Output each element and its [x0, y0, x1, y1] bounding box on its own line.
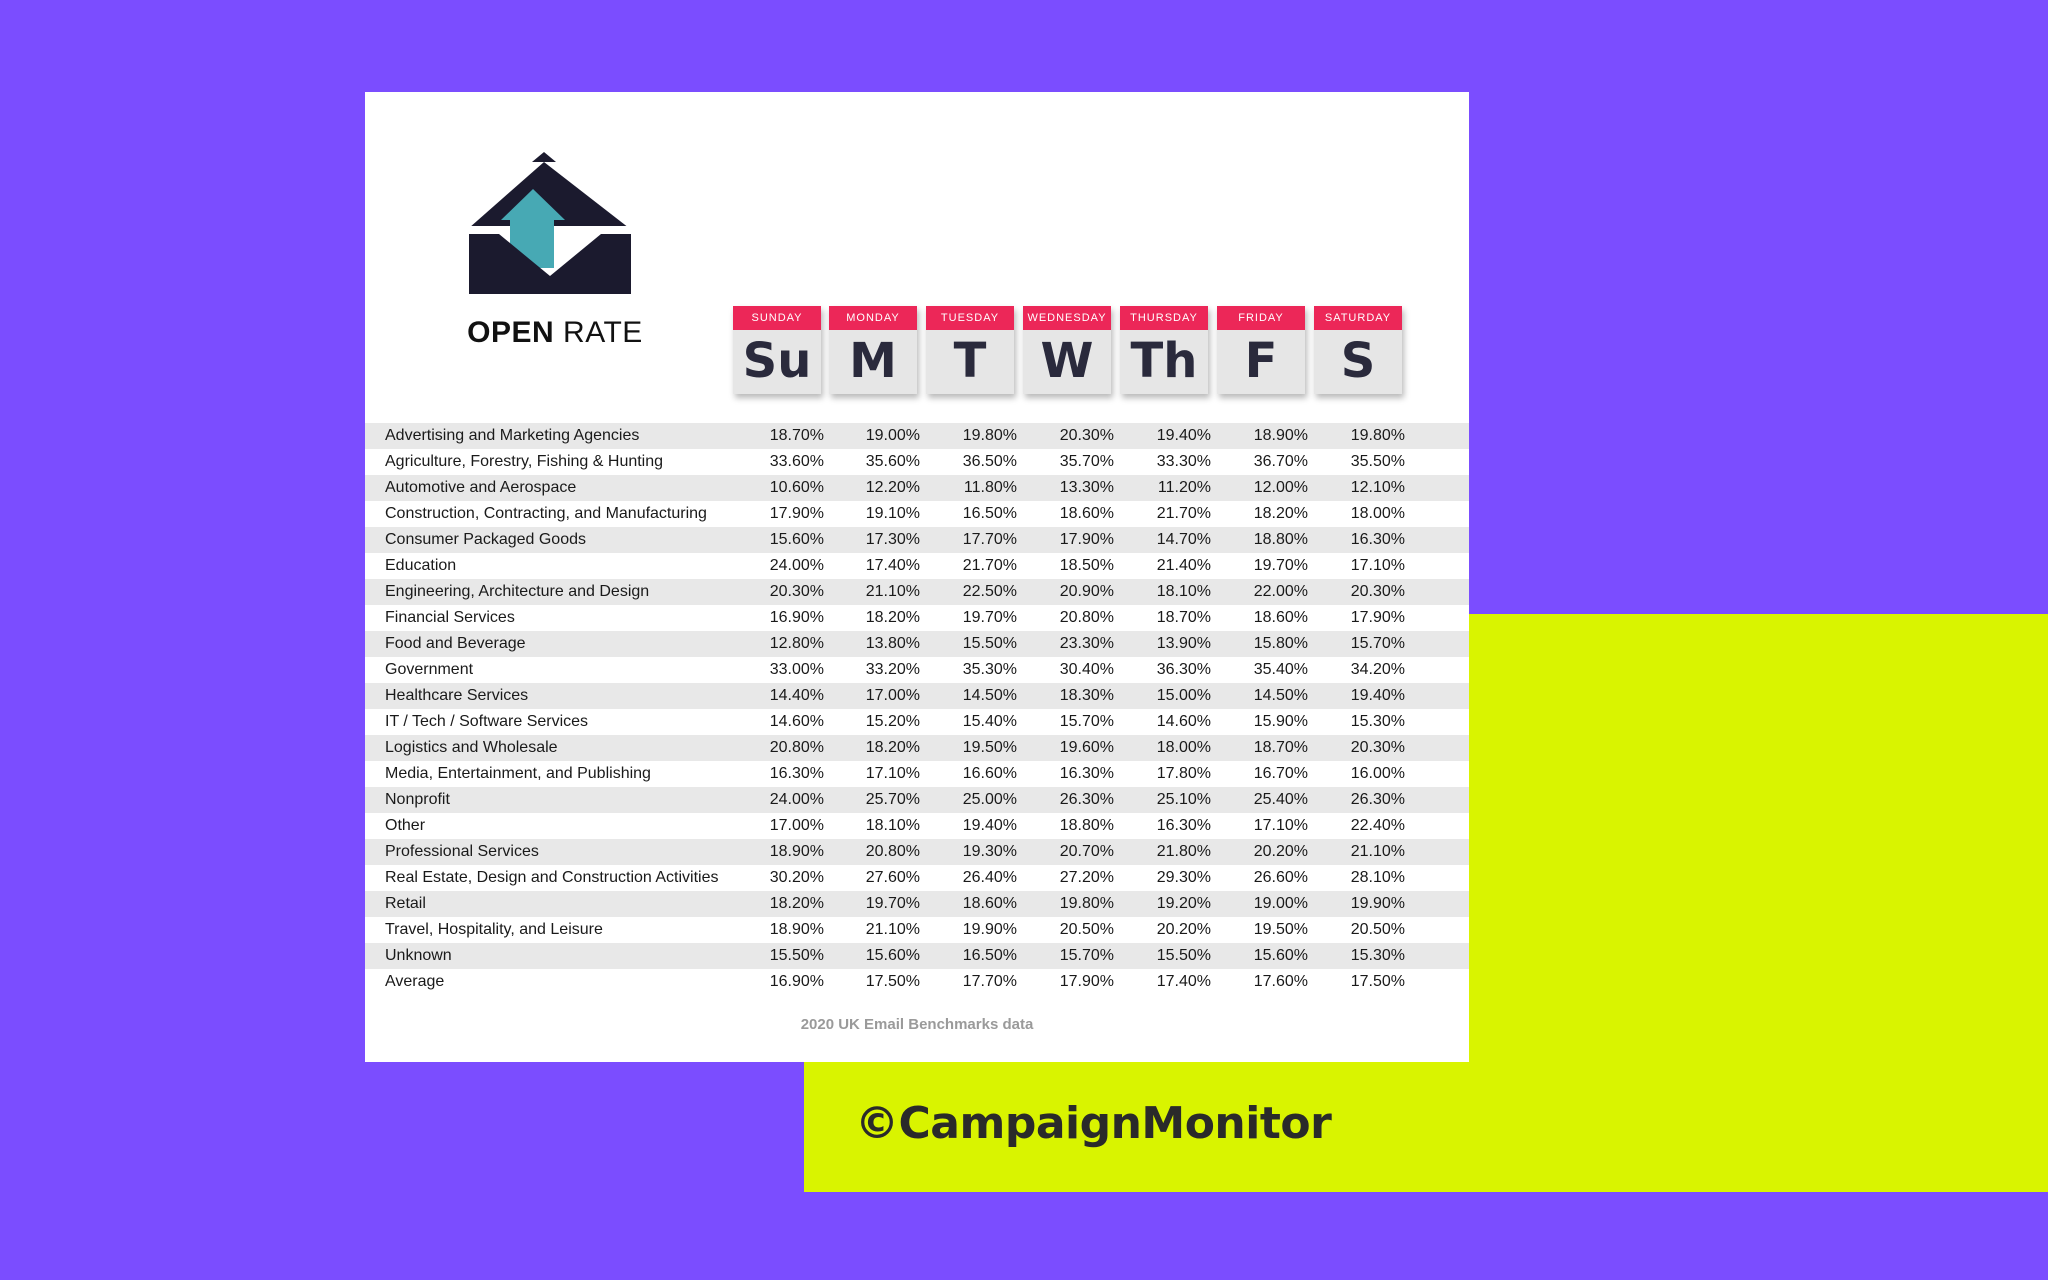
day-abbr: W — [1040, 333, 1094, 389]
day-name: TUESDAY — [926, 306, 1014, 330]
open-rate-cell: 19.30% — [962, 843, 1017, 860]
open-rate-cell: 36.50% — [962, 453, 1017, 470]
open-rate-cell: 25.00% — [962, 791, 1017, 808]
benchmark-card — [365, 92, 1469, 1062]
open-rate-cell: 10.60% — [769, 479, 824, 496]
industry-label: Financial Services — [385, 609, 515, 626]
industry-label: Retail — [385, 895, 426, 912]
open-rate-cell: 18.90% — [769, 843, 824, 860]
table-row — [365, 579, 1469, 605]
open-rate-cell: 16.90% — [769, 609, 824, 626]
open-rate-cell: 20.50% — [1059, 921, 1114, 938]
table-row — [365, 657, 1469, 683]
industry-label: Average — [385, 973, 445, 990]
open-rate-cell: 17.90% — [1059, 973, 1114, 990]
open-rate-cell: 11.20% — [1157, 479, 1211, 496]
open-rate-cell: 19.70% — [865, 895, 920, 912]
day-calendar-th — [1120, 306, 1208, 394]
open-rate-cell: 16.70% — [1253, 765, 1308, 782]
open-rate-cell: 14.40% — [769, 687, 824, 704]
open-rate-cell: 35.50% — [1350, 453, 1405, 470]
open-rate-cell: 19.50% — [1253, 921, 1308, 938]
open-rate-cell: 16.60% — [962, 765, 1017, 782]
day-calendar-t — [926, 306, 1014, 394]
day-name: MONDAY — [829, 306, 917, 330]
open-rate-cell: 15.40% — [962, 713, 1017, 730]
open-rate-cell: 19.00% — [865, 427, 920, 444]
open-rate-cell: 21.80% — [1156, 843, 1211, 860]
open-rate-cell: 15.00% — [1156, 687, 1211, 704]
day-calendar-f — [1217, 306, 1305, 394]
open-rate-cell: 21.10% — [1350, 843, 1405, 860]
open-rate-cell: 19.40% — [962, 817, 1017, 834]
open-rate-cell: 33.20% — [865, 661, 920, 678]
open-rate-cell: 19.00% — [1253, 895, 1308, 912]
table-row — [365, 605, 1469, 631]
open-rate-cell: 33.00% — [769, 661, 824, 678]
open-rate-cell: 18.00% — [1156, 739, 1211, 756]
open-rate-cell: 16.50% — [962, 505, 1017, 522]
open-rate-cell: 33.30% — [1156, 453, 1211, 470]
open-rate-cell: 18.50% — [1059, 557, 1114, 574]
open-rate-cell: 22.50% — [962, 583, 1017, 600]
open-rate-cell: 35.70% — [1059, 453, 1114, 470]
day-abbr: F — [1244, 333, 1278, 389]
open-rate-cell: 21.70% — [1156, 505, 1211, 522]
open-rate-cell: 18.10% — [865, 817, 920, 834]
open-rate-cell: 15.50% — [1156, 947, 1211, 964]
open-rate-cell: 33.60% — [769, 453, 824, 470]
logo-title-bold: OPEN — [467, 316, 555, 349]
open-rate-cell: 12.80% — [769, 635, 824, 652]
open-rate-cell: 35.40% — [1253, 661, 1308, 678]
open-rate-cell: 18.00% — [1350, 505, 1405, 522]
open-rate-cell: 22.40% — [1350, 817, 1405, 834]
day-name: THURSDAY — [1120, 306, 1208, 330]
open-rate-cell: 15.20% — [865, 713, 920, 730]
open-rate-cell: 20.30% — [1059, 427, 1114, 444]
open-rate-cell: 20.80% — [865, 843, 920, 860]
open-rate-cell: 17.60% — [1253, 973, 1308, 990]
open-rate-cell: 17.50% — [1350, 973, 1405, 990]
open-rate-cell: 27.60% — [865, 869, 920, 886]
open-rate-cell: 16.50% — [962, 947, 1017, 964]
open-rate-cell: 26.40% — [962, 869, 1017, 886]
open-rate-cell: 15.30% — [1350, 947, 1405, 964]
table-row — [365, 813, 1469, 839]
open-rate-cell: 34.20% — [1350, 661, 1405, 678]
open-rate-cell: 30.40% — [1059, 661, 1114, 678]
open-rate-cell: 18.20% — [1253, 505, 1308, 522]
industry-label: Healthcare Services — [385, 687, 529, 704]
open-rate-cell: 19.20% — [1156, 895, 1211, 912]
industry-label: Advertising and Marketing Agencies — [385, 427, 640, 444]
open-rate-cell: 26.60% — [1253, 869, 1308, 886]
table-row — [365, 761, 1469, 787]
open-rate-cell: 17.10% — [1350, 557, 1405, 574]
open-rate-cell: 12.20% — [865, 479, 920, 496]
open-rate-cell: 18.60% — [1059, 505, 1114, 522]
industry-label: Unknown — [385, 947, 452, 964]
table-row — [365, 501, 1469, 527]
open-rate-cell: 17.00% — [769, 817, 824, 834]
open-rate-cell: 13.30% — [1059, 479, 1114, 496]
day-name: SUNDAY — [733, 306, 821, 330]
open-rate-cell: 20.20% — [1156, 921, 1211, 938]
open-rate-cell: 19.80% — [1059, 895, 1114, 912]
open-rate-cell: 16.90% — [769, 973, 824, 990]
open-rate-cell: 15.50% — [962, 635, 1017, 652]
open-rate-cell: 15.50% — [769, 947, 824, 964]
day-abbr: M — [849, 333, 897, 389]
open-rate-cell: 19.40% — [1156, 427, 1211, 444]
open-rate-cell: 26.30% — [1059, 791, 1114, 808]
industry-label: Travel, Hospitality, and Leisure — [385, 921, 603, 938]
open-rate-cell: 19.70% — [962, 609, 1017, 626]
open-rate-cell: 21.10% — [865, 583, 920, 600]
industry-label: Education — [385, 557, 457, 574]
open-rate-cell: 15.60% — [865, 947, 920, 964]
table-row — [365, 787, 1469, 813]
open-rate-cell: 17.10% — [1253, 817, 1308, 834]
industry-label: Agriculture, Forestry, Fishing & Hunting — [385, 453, 664, 470]
open-rate-cell: 19.80% — [962, 427, 1017, 444]
logo-title — [425, 316, 685, 350]
open-rate-cell: 20.20% — [1253, 843, 1308, 860]
open-rate-cell: 19.90% — [962, 921, 1017, 938]
table-row — [365, 527, 1469, 553]
industry-label: Logistics and Wholesale — [385, 739, 558, 756]
open-rate-cell: 26.30% — [1350, 791, 1405, 808]
open-rate-cell: 24.00% — [769, 557, 824, 574]
table-row — [365, 683, 1469, 709]
table-row — [365, 839, 1469, 865]
open-rate-cell: 19.90% — [1350, 895, 1405, 912]
open-rate-cell: 18.70% — [1156, 609, 1211, 626]
open-rate-cell: 17.30% — [865, 531, 920, 548]
open-rate-cell: 19.50% — [962, 739, 1017, 756]
open-rate-cell: 14.50% — [962, 687, 1017, 704]
logo-title-rest: RATE — [563, 316, 643, 349]
open-rate-cell: 27.20% — [1059, 869, 1114, 886]
table-row — [365, 969, 1469, 995]
open-rate-cell: 12.00% — [1253, 479, 1308, 496]
open-rate-cell: 18.20% — [865, 739, 920, 756]
open-rate-cell: 16.30% — [769, 765, 824, 782]
industry-label: Other — [385, 817, 426, 834]
credit-text: ©CampaignMonitor — [855, 1098, 1332, 1149]
table-row — [365, 631, 1469, 657]
open-rate-cell: 35.30% — [962, 661, 1017, 678]
industry-label: Consumer Packaged Goods — [385, 531, 586, 548]
table-row — [365, 865, 1469, 891]
open-rate-cell: 15.60% — [769, 531, 824, 548]
table-row — [365, 423, 1469, 449]
open-rate-cell: 14.60% — [1156, 713, 1211, 730]
open-rate-cell: 15.70% — [1059, 947, 1114, 964]
open-rate-cell: 18.70% — [1253, 739, 1308, 756]
open-rate-cell: 17.50% — [865, 973, 920, 990]
open-rate-cell: 25.40% — [1253, 791, 1308, 808]
open-rate-cell: 21.70% — [962, 557, 1017, 574]
open-rate-cell: 15.90% — [1253, 713, 1308, 730]
open-rate-cell: 17.90% — [769, 505, 824, 522]
open-rate-cell: 14.70% — [1156, 531, 1211, 548]
industry-label: Real Estate, Design and Construction Activities — [385, 869, 719, 886]
open-rate-cell: 15.70% — [1059, 713, 1114, 730]
day-abbr: Th — [1130, 333, 1198, 389]
day-abbr: T — [953, 333, 987, 389]
day-name: SATURDAY — [1314, 306, 1402, 330]
open-rate-cell: 11.80% — [963, 479, 1017, 496]
open-rate-cell: 16.00% — [1350, 765, 1405, 782]
open-rate-cell: 17.10% — [865, 765, 920, 782]
open-rate-cell: 29.30% — [1156, 869, 1211, 886]
open-rate-cell: 36.70% — [1253, 453, 1308, 470]
open-rate-cell: 18.60% — [1253, 609, 1308, 626]
day-abbr: Su — [742, 333, 812, 389]
open-rate-cell: 18.80% — [1253, 531, 1308, 548]
open-rate-cell: 24.00% — [769, 791, 824, 808]
open-rate-cell: 17.70% — [962, 973, 1017, 990]
day-calendar-su — [733, 306, 821, 394]
table-row — [365, 553, 1469, 579]
open-rate-cell: 19.10% — [865, 505, 920, 522]
open-rate-cell: 17.90% — [1350, 609, 1405, 626]
table-row — [365, 943, 1469, 969]
open-rate-cell: 20.80% — [769, 739, 824, 756]
table-row — [365, 891, 1469, 917]
open-rate-cell: 18.60% — [962, 895, 1017, 912]
open-rate-cell: 17.00% — [865, 687, 920, 704]
open-rate-cell: 30.20% — [769, 869, 824, 886]
open-rate-cell: 25.70% — [865, 791, 920, 808]
open-rate-cell: 17.40% — [865, 557, 920, 574]
open-rate-cell: 20.70% — [1059, 843, 1114, 860]
open-rate-cell: 18.20% — [865, 609, 920, 626]
open-rate-cell: 18.30% — [1059, 687, 1114, 704]
day-calendar-m — [829, 306, 917, 394]
open-rate-table — [365, 423, 1469, 995]
open-rate-cell: 15.30% — [1350, 713, 1405, 730]
source-note: 2020 UK Email Benchmarks data — [800, 1016, 1034, 1033]
open-rate-cell: 20.30% — [769, 583, 824, 600]
table-row — [365, 917, 1469, 943]
industry-label: Engineering, Architecture and Design — [385, 583, 650, 600]
open-rate-cell: 25.10% — [1156, 791, 1211, 808]
envelope-open-arrow-icon — [461, 126, 641, 296]
industry-label: Media, Entertainment, and Publishing — [385, 765, 651, 782]
open-rate-cell: 20.90% — [1059, 583, 1114, 600]
open-rate-cell: 22.00% — [1253, 583, 1308, 600]
open-rate-cell: 20.30% — [1350, 739, 1405, 756]
open-rate-cell: 35.60% — [865, 453, 920, 470]
open-rate-cell: 13.80% — [865, 635, 920, 652]
open-rate-cell: 23.30% — [1059, 635, 1114, 652]
industry-label: Professional Services — [385, 843, 539, 860]
open-rate-cell: 18.10% — [1156, 583, 1211, 600]
open-rate-cell: 17.40% — [1156, 973, 1211, 990]
open-rate-cell: 15.60% — [1253, 947, 1308, 964]
open-rate-cell: 19.70% — [1253, 557, 1308, 574]
open-rate-cell: 18.80% — [1059, 817, 1114, 834]
open-rate-cell: 36.30% — [1156, 661, 1211, 678]
open-rate-cell: 18.70% — [769, 427, 824, 444]
open-rate-cell: 20.30% — [1350, 583, 1405, 600]
open-rate-cell: 15.70% — [1350, 635, 1405, 652]
open-rate-cell: 17.80% — [1156, 765, 1211, 782]
open-rate-cell: 20.50% — [1350, 921, 1405, 938]
open-rate-cell: 12.10% — [1350, 479, 1405, 496]
open-rate-cell: 20.80% — [1059, 609, 1114, 626]
day-calendar-w — [1023, 306, 1111, 394]
industry-label: Government — [385, 661, 474, 678]
day-calendar-s — [1314, 306, 1402, 394]
open-rate-cell: 19.80% — [1350, 427, 1405, 444]
table-row — [365, 709, 1469, 735]
industry-label: Construction, Contracting, and Manufacturing — [385, 505, 707, 522]
open-rate-cell: 14.50% — [1253, 687, 1308, 704]
open-rate-cell: 17.70% — [962, 531, 1017, 548]
open-rate-cell: 14.60% — [769, 713, 824, 730]
open-rate-cell: 17.90% — [1059, 531, 1114, 548]
industry-label: Automotive and Aerospace — [385, 479, 577, 496]
industry-label: Food and Beverage — [385, 635, 526, 652]
day-abbr: S — [1340, 333, 1376, 389]
open-rate-cell: 21.40% — [1156, 557, 1211, 574]
table-row — [365, 449, 1469, 475]
industry-label: IT / Tech / Software Services — [385, 713, 589, 730]
open-rate-cell: 18.90% — [1253, 427, 1308, 444]
open-rate-cell: 16.30% — [1350, 531, 1405, 548]
table-row — [365, 735, 1469, 761]
open-rate-cell: 15.80% — [1253, 635, 1308, 652]
open-rate-cell: 21.10% — [865, 921, 920, 938]
open-rate-cell: 19.40% — [1350, 687, 1405, 704]
open-rate-cell: 16.30% — [1059, 765, 1114, 782]
industry-label: Nonprofit — [385, 791, 450, 808]
table-row — [365, 475, 1469, 501]
day-name: WEDNESDAY — [1023, 306, 1111, 330]
open-rate-cell: 19.60% — [1059, 739, 1114, 756]
open-rate-cell: 16.30% — [1156, 817, 1211, 834]
open-rate-cell: 28.10% — [1350, 869, 1405, 886]
open-rate-cell: 18.90% — [769, 921, 824, 938]
day-name: FRIDAY — [1217, 306, 1305, 330]
open-rate-cell: 18.20% — [769, 895, 824, 912]
open-rate-cell: 13.90% — [1156, 635, 1211, 652]
